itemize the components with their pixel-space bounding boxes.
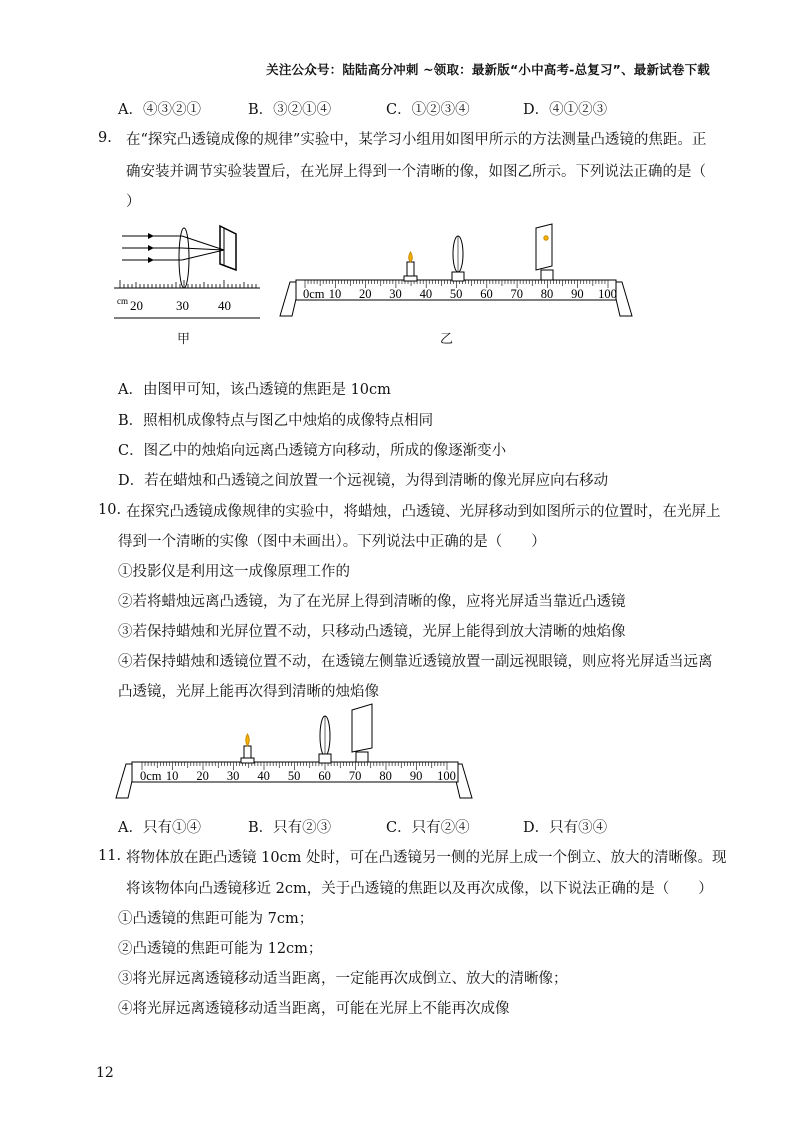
q10-item-3: ③若保持蜡烛和光屏位置不动，只移动凸透镜，光屏上能得到放大清晰的烛焰像 [118,624,626,640]
q10-stem-line2: 得到一个清晰的实像（图中未画出）。下列说法中正确的是（ ） [118,534,546,550]
q9-stem-line2: 确安装并调节实验装置后，在光屏上得到一个清晰的像，如图乙所示。下列说法正确的是（ [126,164,706,180]
lens [452,236,464,281]
tick-label-cm: cm [117,296,128,306]
bench-tick-label: 0cm [140,769,162,783]
bench-tick-label: 50 [287,769,301,783]
q10-option-b: B．只有②③ [248,820,332,836]
q9-stem-line3: ） [126,194,141,210]
bench-tick-label: 10 [328,287,342,301]
q9-option-a: A．由图甲可知，该凸透镜的焦距是 10cm [118,382,391,398]
tick-label-40: 40 [218,298,231,313]
q8-option-d: D．④①②③ [523,102,608,118]
bench-tick-label: 80 [379,769,392,783]
q10-options [118,816,718,836]
q10-item-4: ④若保持蜡烛和透镜位置不动，在透镜左侧靠近透镜放置一副远视眼镜，则应将光屏适当远离 [118,654,713,670]
q8-option-c: C．①②③④ [386,102,470,118]
tick-label-20: 20 [130,298,143,313]
figure-q10 [112,702,476,804]
bench-tick-label: 70 [510,287,523,301]
q9-number: 9. [98,130,112,146]
candle [404,252,417,281]
bench-tick-label: 20 [196,769,209,783]
bench-tick-label: 20 [359,287,372,301]
page-number: 12 [96,1065,114,1081]
q10-item-1: ①投影仪是利用这一成像原理工作的 [118,564,350,580]
bench-tick-label: 60 [318,769,331,783]
q10-option-c: C．只有②④ [386,820,470,836]
q9-option-d: D．若在蜡烛和凸透镜之间放置一个远视镜，为得到清晰的像光屏应向右移动 [118,473,609,489]
bench-tick-label: 0cm [303,287,325,301]
q10-option-a: A．只有①④ [118,820,201,836]
bench-tick-label: 70 [348,769,362,783]
q9-option-c: C．图乙中的烛焰向远离凸透镜方向移动，所成的像逐渐变小 [118,443,507,459]
q10-item-2: ②若将蜡烛远离凸透镜，为了在光屏上得到清晰的像，应将光屏适当靠近凸透镜 [118,594,626,610]
q10-option-d: D．只有③④ [523,820,608,836]
figure-jia [112,220,262,322]
page-header: 关注公众号：陆陆高分冲刺 ~领取：最新版“小中高考-总复习”、最新试卷下载 [266,62,710,77]
q8-option-a: A．④③②① [118,102,201,118]
screen [352,704,372,762]
ruler-ticks [120,280,256,288]
q9-stem-line1: 在“探究凸透镜成像的规律”实验中，某学习小组用如图甲所示的方法测量凸透镜的焦距。正 [126,132,707,148]
q8-option-b: B．③②①④ [248,102,332,118]
bench-tick-label: 40 [419,287,433,301]
bench-tick-label: 100 [598,287,617,301]
figure-jia-label: 甲 [177,332,191,347]
q10-number: 10. [98,502,122,518]
light-screen [220,226,236,270]
bench-tick-label: 80 [540,287,554,301]
lens [319,716,331,763]
bench-tick-label: 90 [571,287,584,301]
q11-item-1: ①凸透镜的焦距可能为 7cm； [118,911,314,927]
candle [241,734,254,763]
tick-label-30: 30 [176,298,189,313]
q11-stem-line2: 将该物体向凸透镜移近 2cm，关于凸透镜的焦距以及再次成像，以下说法正确的是（ ） [126,881,713,897]
bench-tick-label: 10 [165,769,179,783]
bench-tick-label: 30 [226,769,240,783]
figure-yi-label: 乙 [440,332,454,347]
q11-number: 11. [98,848,122,864]
bench-tick-label: 50 [449,287,463,301]
bench-tick-label: 100 [437,769,456,783]
bench-tick-label: 90 [409,769,423,783]
figure-yi [278,222,634,322]
q8-options [118,98,718,118]
q9-option-b: B．照相机成像特点与图乙中烛焰的成像特点相同 [118,413,434,429]
q11-stem-line1: 将物体放在距凸透镜 10cm 处时，可在凸透镜另一侧的光屏上成一个倒立、放大的清晰像。现 [126,850,727,866]
q10-item-4-cont: 凸透镜，光屏上能再次得到清晰的烛焰像 [118,684,379,700]
parallel-rays [122,236,224,260]
q10-stem-line1: 在探究凸透镜成像规律的实验中，将蜡烛，凸透镜、光屏移动到如图所示的位置时，在光屏上 [126,504,721,520]
bench-tick-label: 60 [480,287,493,301]
screen [536,224,553,280]
bench-tick-label: 30 [389,287,402,301]
q11-item-2: ②凸透镜的焦距可能为 12cm； [118,941,323,957]
bench-tick-label: 40 [257,769,270,783]
q11-item-3: ③将光屏远离透镜移动适当距离，一定能再次成倒立、放大的清晰像； [118,971,568,987]
q11-item-4: ④将光屏远离透镜移动适当距离，可能在光屏上不能再次成像 [118,1001,510,1017]
